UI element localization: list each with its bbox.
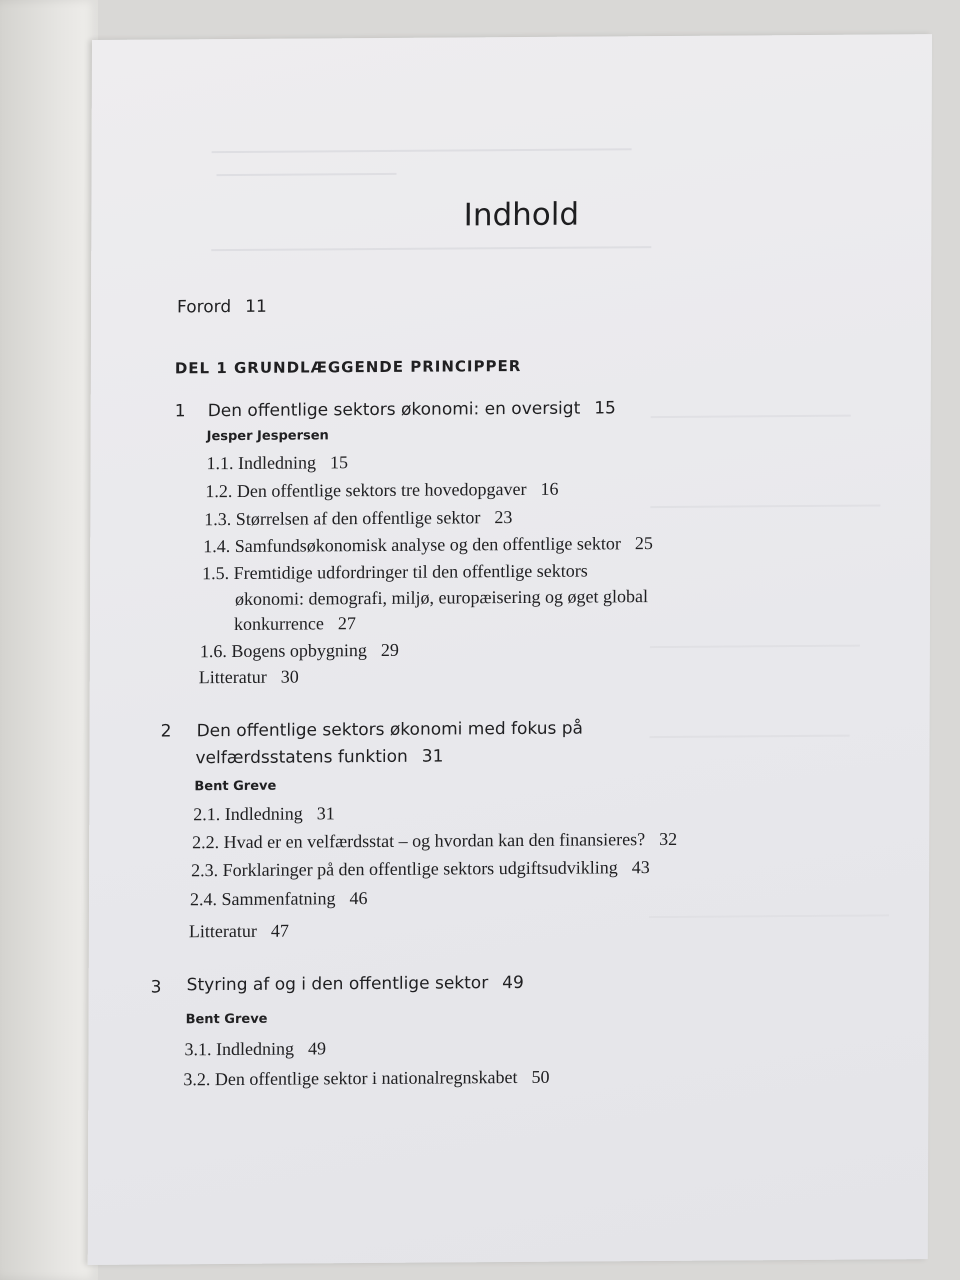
entry-label: 1.6. Bogens opbygning <box>199 640 367 662</box>
toc-entry <box>200 640 399 662</box>
chapter-title <box>208 398 616 421</box>
entry-label: Litteratur <box>198 666 267 688</box>
toc-entry <box>203 533 653 557</box>
chapter-page: 31 <box>421 746 444 767</box>
toc-entry: 1.5. Fremtidige udfordringer til den offentlige sektors <box>202 560 588 584</box>
literature-entry <box>189 921 289 943</box>
entry-label: 2.2. Hvad er en velfærdsstat – og hvordan kan den finansieres? <box>192 829 646 853</box>
entry-page: 49 <box>307 1038 327 1059</box>
entry-label: 2.1. Indledning <box>193 803 303 825</box>
chapter-title-line: Styring af og i den offentlige sektor <box>186 973 489 996</box>
chapter-number: 2 <box>160 721 172 742</box>
show-through-line <box>650 735 850 738</box>
chapter-number: 1 <box>174 401 186 422</box>
chapter-author: Bent Greve <box>194 778 277 795</box>
entry-label: 1.3. Størrelsen af den offentlige sektor <box>204 507 481 530</box>
toc-entry <box>190 888 368 910</box>
entry-page: 29 <box>380 639 399 660</box>
entry-label: 1.2. Den offentlige sektors tre hovedopgaver <box>205 478 527 502</box>
toc-entry <box>191 857 650 881</box>
show-through-line <box>212 148 632 153</box>
entry-page: 15 <box>329 452 349 473</box>
entry-page: 16 <box>540 478 559 499</box>
show-through-line <box>650 504 880 508</box>
entry-label: 2.3. Forklaringer på den offentlige sektors udgiftsudvikling <box>191 857 618 881</box>
entry-label: 1.1. Indledning <box>206 452 317 474</box>
show-through-line <box>217 173 397 176</box>
chapter-page: 49 <box>502 972 524 994</box>
entry-page: 31 <box>316 803 335 824</box>
entry-page: 23 <box>494 507 513 528</box>
entry-page: 25 <box>634 533 653 554</box>
chapter-title <box>187 973 524 995</box>
toc-entry <box>206 452 348 474</box>
literature-entry <box>199 667 299 689</box>
entry-label: 2.4. Sammenfatning <box>189 888 336 910</box>
toc-entry <box>205 479 558 502</box>
forord-page: 11 <box>245 296 267 317</box>
entry-label: konkurrence <box>233 613 324 634</box>
toc-entry <box>184 1038 326 1060</box>
toc-entry-continuation <box>234 613 356 635</box>
entry-page: 30 <box>280 666 299 687</box>
chapter-title: Den offentlige sektors økonomi med fokus på <box>196 718 584 742</box>
forord-label: Forord <box>177 297 232 318</box>
forord-entry <box>177 297 267 318</box>
toc-entry <box>204 507 512 530</box>
entry-page: 27 <box>337 613 356 634</box>
chapter-number: 3 <box>150 977 162 998</box>
part-heading: DEL 1 GRUNDLÆGGENDE PRINCIPPER <box>174 356 522 378</box>
entry-label: 1.4. Samfundsøkonomisk analyse og den offentlige sektor <box>203 533 621 557</box>
chapter-author: Bent Greve <box>185 1011 268 1028</box>
show-through-line <box>649 914 889 918</box>
entry-label: Litteratur <box>188 920 257 942</box>
toc-entry-continuation: økonomi: demografi, miljø, europæisering og øget global <box>235 586 649 609</box>
entry-page: 47 <box>270 920 289 941</box>
chapter-title-line: velfærdsstatens funktion <box>195 746 408 769</box>
chapter-title <box>195 747 443 769</box>
toc-entry <box>183 1067 549 1091</box>
entry-page: 46 <box>349 888 368 909</box>
facing-page-edge <box>0 0 98 1280</box>
show-through-line <box>651 415 851 418</box>
chapter-author: Jesper Jespersen <box>206 428 329 445</box>
chapter-title-line: Den offentlige sektors økonomi: en oversigt <box>207 398 581 422</box>
entry-page: 32 <box>659 828 678 850</box>
page-title: Indhold <box>463 196 580 234</box>
show-through-line <box>211 246 651 251</box>
entry-page: 50 <box>531 1066 550 1087</box>
entry-page: 43 <box>631 857 650 878</box>
entry-label: 3.1. Indledning <box>184 1038 295 1060</box>
chapter-page: 15 <box>594 398 616 419</box>
show-through-line <box>650 645 860 648</box>
toc-entry <box>192 829 677 853</box>
book-page <box>88 34 932 1265</box>
entry-label: 3.2. Den offentlige sektor i nationalregnskabet <box>183 1066 518 1090</box>
toc-entry <box>193 803 335 825</box>
